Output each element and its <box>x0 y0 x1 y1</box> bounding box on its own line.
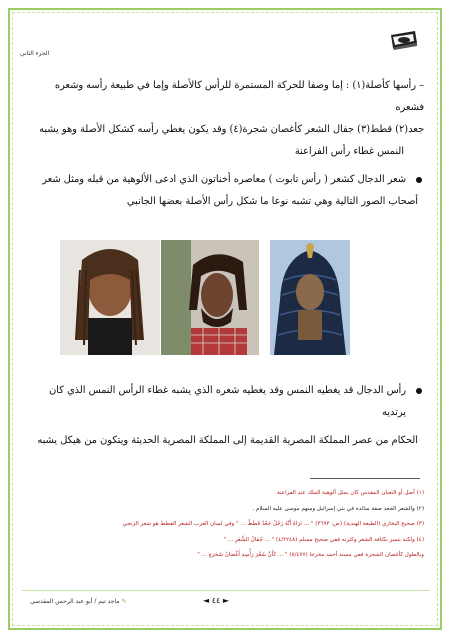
bullet-paragraph <box>30 169 424 191</box>
paragraph-line: أصحاب الصور التالية وهي تشبه نوعا ما شكل رأس الأصلة بعضها الجانبي <box>126 196 418 207</box>
bullet-section-2 <box>30 380 424 452</box>
footnote-divider <box>310 478 420 479</box>
footnote: (٢) والشعر الجعد صفة سائدة في بني إسرائيل ومنهم موسى عليه السلام . <box>252 505 424 512</box>
footnote: (٤) ولكنه يتميز بكثافة الشعر وكثرته ففي صحيح مسلم (٤/٢٢٤٨) " ... جُفَالُ الشَّعَرِ ... " <box>223 536 424 543</box>
author-name: ماجد تيم / أبو عبد الرحمن المقدسي <box>30 598 120 605</box>
paragraph-line: – رأسها كأصلة(١) : إما وصفا للحركة المستمرة للرأس كالأصلة وإما في طبيعة رأسه وشعره فشعره <box>54 80 424 113</box>
bullet-dot-icon <box>416 388 422 394</box>
photo-strip <box>60 240 350 355</box>
part-label: الجزء الثاني <box>20 50 50 57</box>
pen-icon: ✎ <box>121 598 127 605</box>
photo-pharaoh-headdress <box>270 240 350 355</box>
bullet-dot-icon <box>416 177 422 183</box>
author-credit <box>30 598 160 605</box>
footnote: (١) أصل أو الثعبان المقدس كان يمثل ألوهية الملك عند الفراعنة <box>277 490 424 496</box>
paragraph-line: الحكام من عصر المملكة المصرية القديمة إلى المملكة المصرية الحديثة ويتكون من هيكل يشبه <box>37 435 418 446</box>
paragraph-line: النمس غطاء رأس الفراعنة <box>294 146 404 157</box>
paragraph-line: جعد(٢) قطط(٣) جفال الشعر كأغصان شجرة(٤) وقد يكون يغطي رأسه كشكل الأصلة وهو يشبه <box>39 124 424 135</box>
bullet-text: شعر الدجال كشعر ( رأس تابوت ) معاصره أخناتون الذي ادعى الألوهية من قبله ومثل شعر <box>42 174 406 185</box>
bullet-text: رأس الدجال قد يغطيه النمس وقد يغطيه شعره الذي يشبه غطاء الرأس النمس الذي كان يرتديه <box>48 385 406 418</box>
footer-divider <box>22 590 430 591</box>
footnote: (٣) صحيح البخاري (الطبعة الهندية) (ص: ٣٦٩٣) " ... تَرَاهُ أَنَّهُ رَجُلٌ جَعْدٌ قَطَطٌ ... " وفي لسان العرب الشعر القطط هو شعر الزنجي <box>122 521 424 527</box>
footnote: وبالطول كأغصان الشجرة ففي مسند أحمد مخرجا (٥/٤٧٧) " ... كَأَنَّ شَعْرَ رَأْسِهِ أَغْصَانُ شَجَرَةٍ ... " <box>197 552 424 558</box>
page-number: ◄ ٤٤ ► <box>203 596 229 605</box>
photo-locs-man <box>161 240 259 355</box>
bullet-paragraph <box>30 380 424 424</box>
photo-locs-woman <box>60 240 160 355</box>
footnotes <box>28 486 424 564</box>
book-logo-icon <box>389 29 419 51</box>
main-text <box>30 75 424 213</box>
